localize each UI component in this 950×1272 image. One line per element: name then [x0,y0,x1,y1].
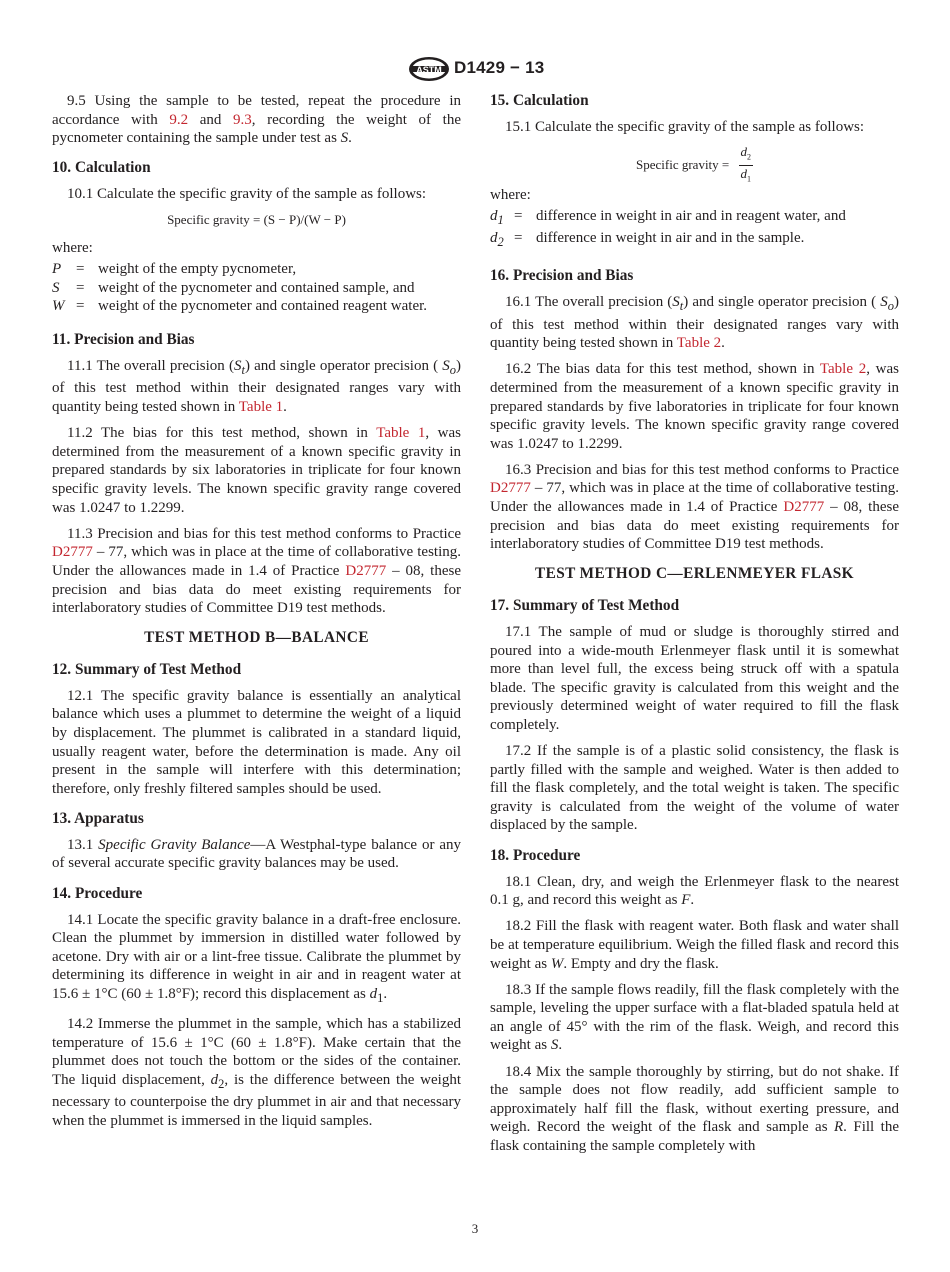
ref-link-table-2[interactable]: Table 2 [819,361,867,378]
ref-link-table-1[interactable]: Table 1 [238,399,284,415]
paragraph-13-1: 13.1 Specific Gravity Balance—A Westphal-type balance or any of several accurate specific gravity balances may be used. [52,836,461,872]
ref-link-9-3[interactable]: 9.3 [232,111,252,128]
section-heading-18: 18. Procedure [490,846,581,864]
ref-link-d2777[interactable]: D2777 [783,499,825,516]
definition-row: W = weight of the pycnometer and contained reagent water. [52,298,428,315]
section-heading-10: 10. Calculation [52,159,151,177]
right-column [490,92,899,1163]
logo-text: ASTM [416,65,442,75]
definitions-15 [490,207,846,252]
left-column [52,92,461,1138]
paragraph-18-4: 18.4 Mix the sample thoroughly by stirring, but do not shake. If the sample does not flow readily, add sufficient sample to approximately half fill the flask, without exerting pressure, and weigh. Record the weight of the flask and sample as R. Fill the flask containing the sample completely with [490,1063,899,1155]
section-heading-12: 12. Summary of Test Method [52,660,242,678]
ref-link-d2777[interactable]: D2777 [52,544,93,561]
paragraph-16-2: 16.2 The bias data for this test method, shown in Table 2, was determined from the measurement of a known specific gravity in prepared standards by five laboratories in triplicate for four known specific gravity levels. The known specific gravity range covered was 1.0247 to 1.2299. [490,361,899,452]
section-heading-15: 15. Calculation [490,92,589,109]
paragraph-18-1: 18.1 Clean, dry, and weigh the Erlenmeyer flask to the nearest 0.1 g, and record this weight as F. [490,873,899,909]
paragraph-11-1: 11.1 The overall precision $(S_t)$ and single operator precision ( $S_o$) of this test method within their designated ranges vary with quantity being tested shown in Table 1. [52,357,461,415]
paragraph-15-1: 15.1 Calculate the specific gravity of the sample as follows: [505,118,865,135]
ref-link-d2777[interactable]: D2777 [490,480,531,497]
method-b-heading: TEST METHOD B—BALANCE [144,629,369,647]
section-heading-11: 11. Precision and Bias [52,330,195,348]
paragraph-16-3: 16.3 Precision and bias for this test method conforms to Practice D2777 – 77, which was in place at the time of collaborative testing. Under the allowances made in 1.4 of Practice D2777 – 08, these precision and bias data do meet existing requirements for interlaboratory studies of Committee D19 test methods. [490,461,899,553]
section-heading-13: 13. Apparatus [52,809,144,827]
ref-link-9-2[interactable]: 9.2 [169,111,189,128]
paragraph-17-2: 17.2 If the sample is of a plastic solid consistency, the flask is partly filled with the sample and weighed. Water is then added to fill the flask completely, and the total weight is taken. The specific gravity is calculated from the weight of the volume of water displaced by the sample. [490,743,899,834]
equation-10: Specific gravity = (S − P)/(W − P) [167,212,346,228]
ref-link-table-2[interactable]: Table 2 [676,335,722,352]
definition-row: S = weight of the pycnometer and contained sample, and [52,279,415,296]
paragraph-14-1: 14.1 Locate the specific gravity balance in a draft-free enclosure. Clean the plummet by immersion in distilled water followed by acetone. Dry with air or a lint-free tissue. Calibrate the plummet by determining its difference in weight in air and in reagent water at 15.6 ± 1°C (60 ± 1.8°F); record this displacement as $d_1$. [52,911,461,1005]
definition-row: $d_2$ = difference in weight in air and in the sample. [490,230,805,250]
where-label: where: [52,240,93,257]
definitions-10 [52,260,427,316]
paragraph-11-3: 11.3 Precision and bias for this test method conforms to Practice D2777 – 77, which was in place at the time of collaborative testing. Under the allowances made in 1.4 of Practice D2777 – 08, these precision and bias data do meet existing requirements for interlaboratory studies of Committee D19 test methods. [52,525,461,617]
section-heading-17: 17. Summary of Test Method [490,596,680,614]
definition-row: $d_1$ = difference in weight in air and in reagent water, and [490,207,846,227]
paragraph-18-2: 18.2 Fill the flask with reagent water. Both flask and water shall be at temperature equilibrium. Weigh the filled flask and record this weight as W. Empty and dry the flask. [490,918,899,972]
paragraph-12-1: 12.1 The specific gravity balance is essentially an analytical balance which uses a plummet to determine the weight of a liquid by displacement. The plummet is calibrated in a standard liquid, usually reagent water, before the determination is made. Any oil present in the sample will interfere with this determination; therefore, only freshly filtered samples should be used. [52,687,461,797]
paragraph-14-2: 14.2 Immerse the plummet in the sample, which has a stabilized temperature of 15.6 ± 1°C (60 ± 1.8°F). Make certain that the plummet does not touch the bottom or the sides of the container. The liquid displacement, $d_2$, is the difference between the weight necessary to counterpoise the dry plummet in air and that necessary when the plummet is immersed in the liquid samples. [52,1016,461,1130]
page-number: 3 [471,1221,479,1236]
definition-row: P = weight of the empty pycnometer, [52,261,297,278]
paragraph-9-5: 9.5 Using the sample to be tested, repeat the procedure in accordance with 9.2 and 9.3, recording the weight of the pycnometer containing the sample under test as S. [52,93,461,147]
section-heading-16: 16. Precision and Bias [490,266,634,284]
ref-link-table-1[interactable]: Table 1 [376,425,426,442]
equation-15: Specific gravity = $\frac{d_2}{d_1}$ [490,144,899,180]
paragraph-11-2: 11.2 The bias for this test method, shown in Table 1, was determined from the measurement of a known specific gravity in prepared standards by six laboratories in triplicate for four known specific gravity levels. The known specific gravity range covered was 1.0247 to 1.2299. [52,425,461,516]
fraction: $\frac{d_2}{d_1}$ [740,144,751,184]
method-c-heading: TEST METHOD C—ERLENMEYER FLASK [535,565,854,583]
where-label: where: [490,187,531,204]
section-heading-14: 14. Procedure [52,884,143,902]
document-designation: D1429 − 13 [454,58,545,77]
astm-logo-icon [408,56,450,82]
paragraph-16-1: 16.1 The overall precision $(S_t)$ and single operator precision ( $S_o$) of this test method within their designated ranges vary with quantity being tested shown in Table 2. [490,293,899,352]
paragraph-18-3: 18.3 If the sample flows readily, fill the flask completely with the sample, leveling the upper surface with a flat-bladed spatula held at an angle of 45° with the rim of the flask. Weigh, and record this weight as S. [490,981,899,1054]
ref-link-d2777[interactable]: D2777 [345,562,387,579]
page-header [0,56,950,84]
paragraph-17-1: 17.1 The sample of mud or sludge is thoroughly stirred and poured into a wide-mouth Erlenmeyer flask until it is somewhat more than level full, the excess being struck off with a spatula blade. The specific gravity is calculated from this weight and the previously determined weight of water required to fill the flask completely. [490,623,899,733]
paragraph-10-1: 10.1 Calculate the specific gravity of the sample as follows: [67,186,427,203]
